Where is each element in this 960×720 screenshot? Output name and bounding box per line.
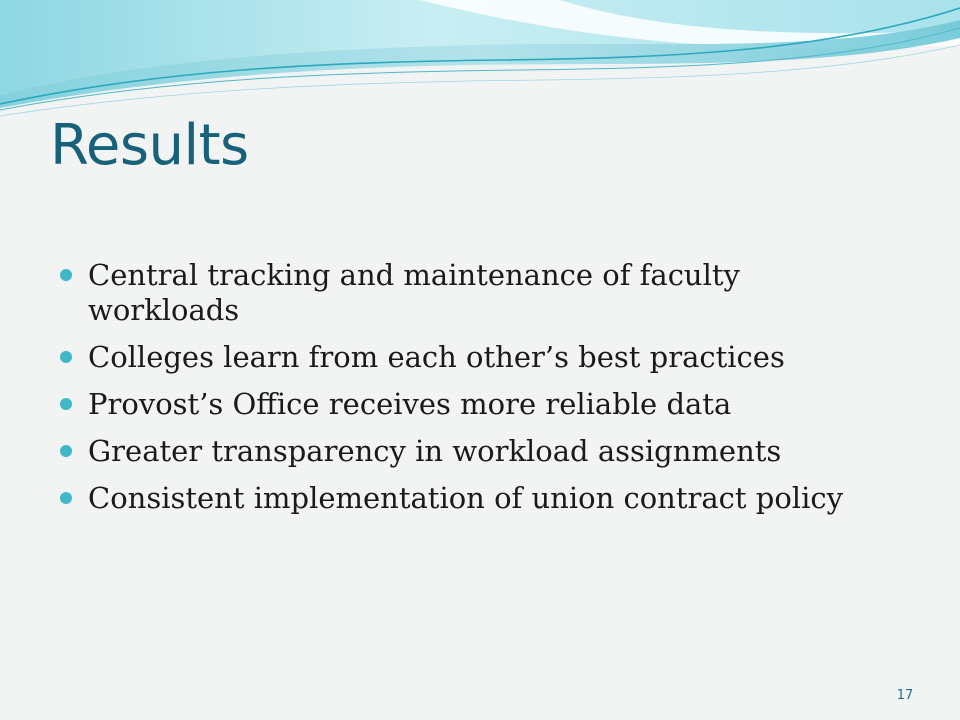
bullet-text: Greater transparency in workload assignments: [88, 434, 782, 468]
bullet-dot-icon: [60, 398, 72, 410]
bullet-item: [60, 258, 860, 328]
bullet-dot-icon: [60, 269, 72, 281]
bullet-text: Consistent implementation of union contract policy: [88, 481, 843, 515]
bullet-dot-icon: [60, 492, 72, 504]
bullet-list: [60, 258, 860, 528]
bullet-dot-icon: [60, 445, 72, 457]
bullet-text: Central tracking and maintenance of faculty workloads: [88, 258, 740, 327]
bullet-item: [60, 434, 860, 469]
bullet-item: [60, 481, 860, 516]
page-number: 17: [896, 688, 914, 703]
bullet-text: Provost’s Office receives more reliable data: [88, 387, 732, 421]
bullet-item: [60, 340, 860, 375]
bullet-item: [60, 387, 860, 422]
bullet-dot-icon: [60, 351, 72, 363]
bullet-text: Colleges learn from each other’s best practices: [88, 340, 785, 374]
slide-title: Results: [50, 113, 249, 178]
